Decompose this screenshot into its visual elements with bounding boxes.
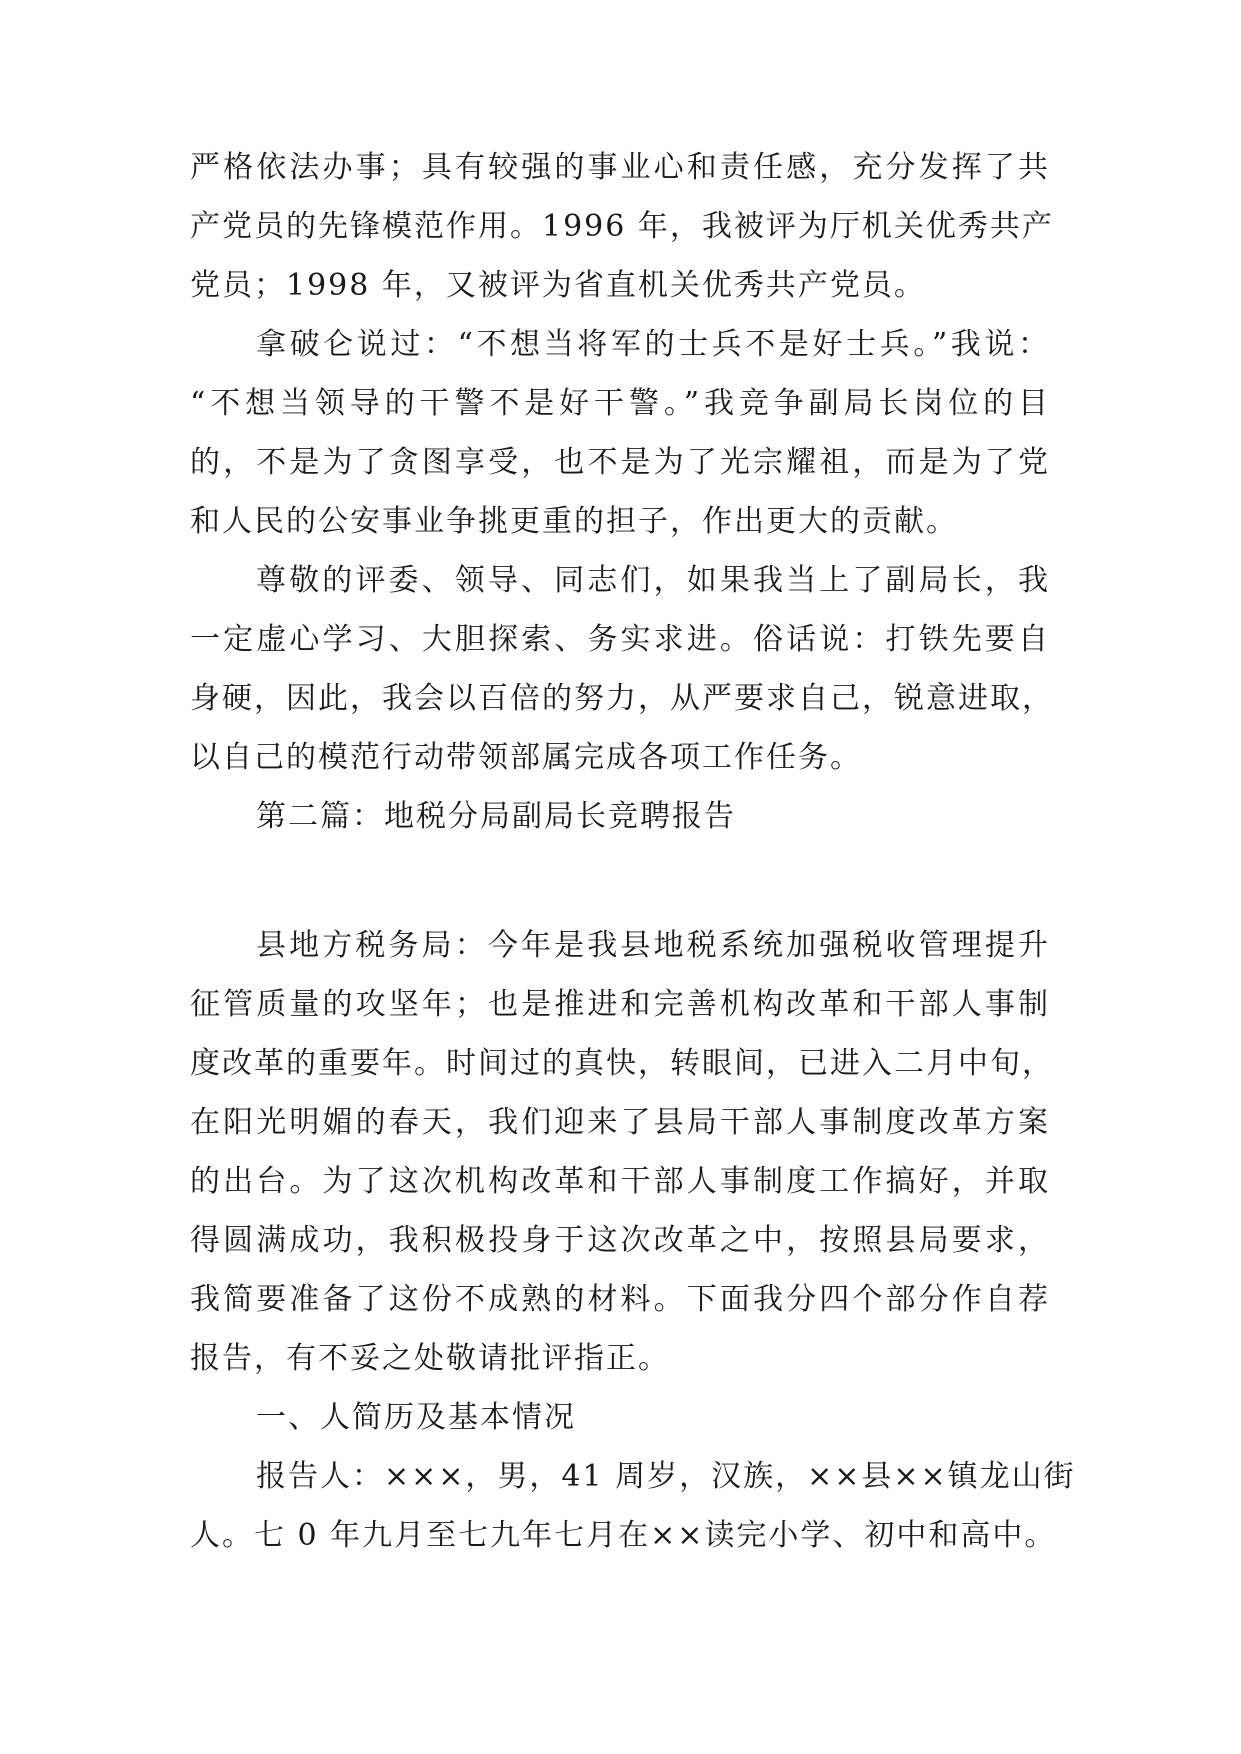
text-line: 人。七 0 年九月至七九年七月在××读完小学、初中和高中。 [190, 1518, 1057, 1553]
text-line: 征管质量的攻坚年；也是推进和完善机构改革和干部人事制 [190, 987, 1050, 1022]
section-heading: 第二篇：地税分局副局长竞聘报告 [256, 799, 736, 834]
text-line: 的，不是为了贪图享受，也不是为了光宗耀祖，而是为了党 [190, 445, 1050, 480]
text-line: 度改革的重要年。时间过的真快，转眼间，已进入二月中旬， [190, 1046, 1054, 1081]
text-line: 在阳光明媚的春天，我们迎来了县局干部人事制度改革方案 [190, 1105, 1050, 1140]
text-line: 身硬，因此，我会以百倍的努力，从严要求自己，锐意进取， [190, 681, 1054, 716]
text-line: 严格依法办事；具有较强的事业心和责任感，充分发挥了共 [190, 150, 1050, 185]
text-line: 我简要准备了这份不成熟的材料。下面我分四个部分作自荐 [190, 1282, 1050, 1317]
text-line: 一定虚心学习、大胆探索、务实求进。俗话说：打铁先要自 [190, 622, 1050, 657]
text-line: 尊敬的评委、领导、同志们，如果我当上了副局长，我 [256, 563, 1050, 598]
text-line: 报告人：×××，男，41 周岁，汉族，××县××镇龙山街 [256, 1459, 1076, 1494]
text-line: 的出台。为了这次机构改革和干部人事制度工作搞好，并取 [190, 1164, 1050, 1199]
text-line: 得圆满成功，我积极投身于这次改革之中，按照县局要求， [190, 1223, 1050, 1258]
text-line: 产党员的先锋模范作用。1996 年，我被评为厅机关优秀共产 [190, 209, 1054, 244]
text-line: 报告，有不妥之处敬请批评指正。 [190, 1341, 670, 1376]
text-line: 县地方税务局：今年是我县地税系统加强税收管理提升 [256, 928, 1050, 963]
text-line: 和人民的公安事业争挑更重的担子，作出更大的贡献。 [190, 504, 958, 539]
subsection-heading: 一、人简历及基本情况 [256, 1400, 576, 1435]
text-line: “不想当领导的干警不是好干警。”我竞争副局长岗位的目 [190, 386, 1050, 421]
text-line: 以自己的模范行动带领部属完成各项工作任务。 [190, 740, 862, 775]
text-line: 拿破仑说过：“不想当将军的士兵不是好士兵。”我说： [256, 327, 1050, 362]
text-line: 党员；1998 年，又被评为省直机关优秀共产党员。 [190, 268, 926, 303]
